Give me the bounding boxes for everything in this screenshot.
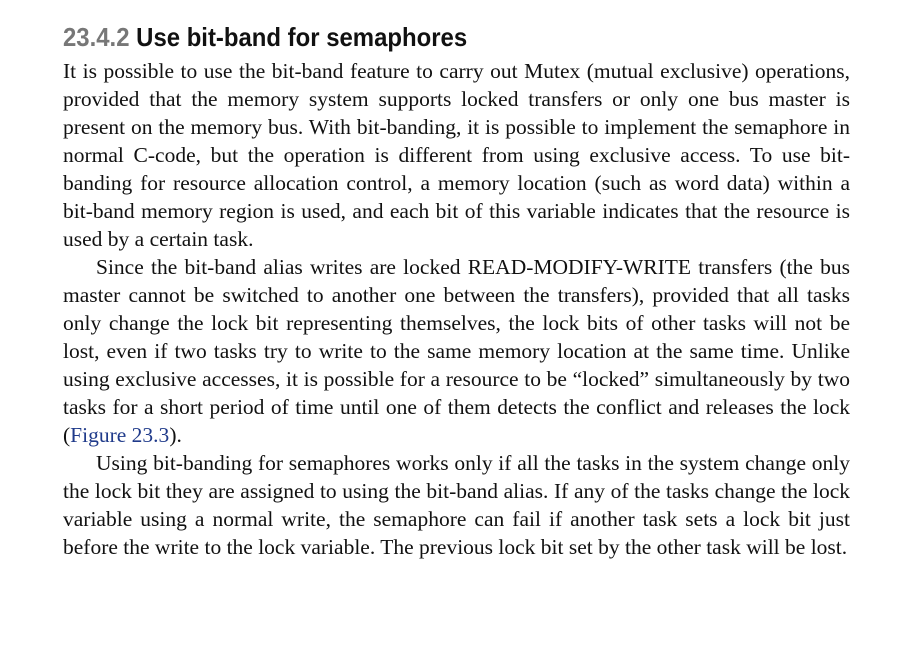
figure-reference-link[interactable]: Figure 23.3 (70, 423, 170, 447)
document-page (63, 20, 850, 561)
paragraph-2 (63, 253, 850, 449)
section-heading (63, 20, 787, 54)
paragraph-2-text: Since the bit-band alias writes are locked READ-MODIFY-WRITE transfers (the bus master cannot be switched to another one between the transfers), provided that all tasks only change the lock bit representing themselves, the lock bits of other tasks will not be lost, even if two tasks try to write to the same memory location at the same time. Unlike using exclusive accesses, it is possible for a resource to be “locked” simultaneously by two tasks for a short period of time until one of them detects the conflict and releases the lock ( (63, 255, 850, 447)
section-title: Use bit-band for semaphores (136, 22, 468, 52)
section-number: 23.4.2 (63, 22, 130, 52)
paragraph-3: Using bit-banding for semaphores works only if all the tasks in the system change only the lock bit they are assigned to using the bit-band alias. If any of the tasks change the lock variable using a normal write, the semaphore can fail if another task sets a lock bit just before the write to the lock variable. The previous lock bit set by the other task will be lost. (63, 451, 850, 559)
paragraph-2-end: ). (169, 423, 182, 447)
paragraph-1: It is possible to use the bit-band feature to carry out Mutex (mutual exclusive) operations, provided that the memory system supports locked transfers or only one bus master is present on the memory bus. With bit-banding, it is possible to implement the semaphore in normal C-code, but the operation is different from using exclusive access. To use bit-banding for resource allocation control, a memory location (such as word data) within a bit-band memory region is used, and each bit of this variable indicates that the resource is used by a certain task. (63, 59, 850, 251)
